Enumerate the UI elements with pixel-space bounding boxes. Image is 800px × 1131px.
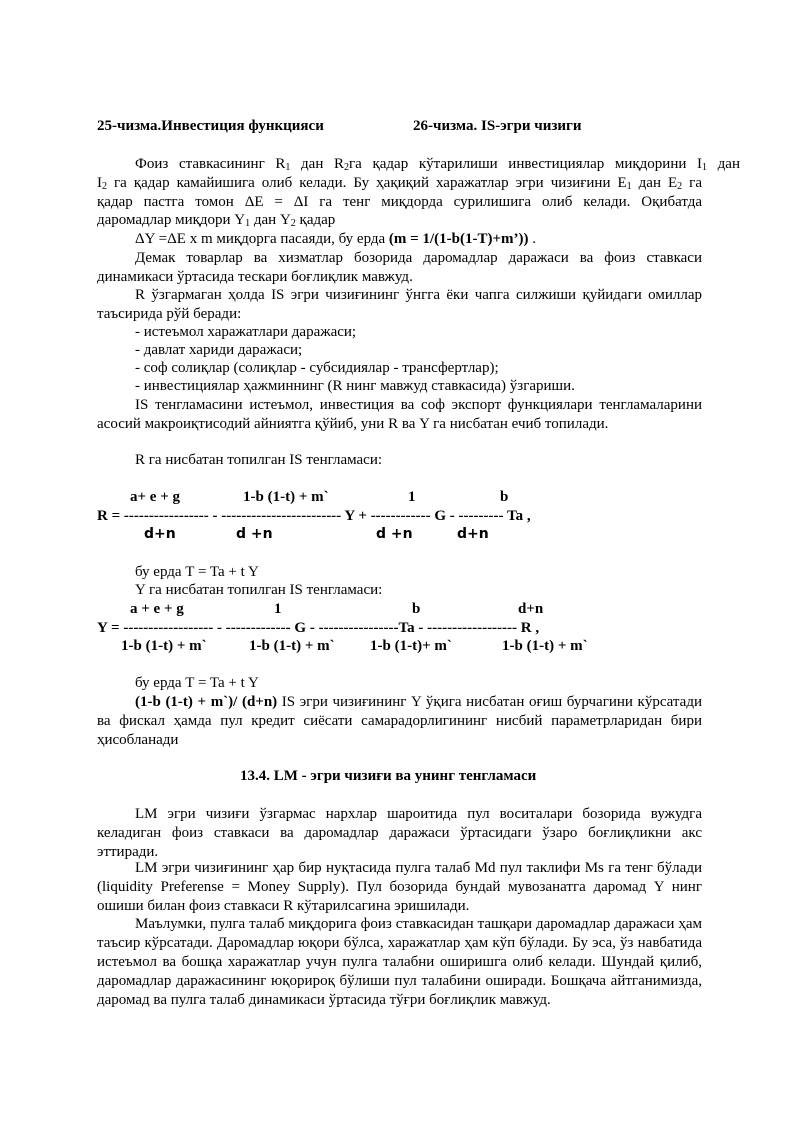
paragraph-1-line-4: даромадлар миқдори $Y_1$ дан $Y_2$ қадар <box>97 212 336 229</box>
eq2-denominator-3: 1-b (1-t)+ m` <box>370 638 452 654</box>
eq1-numerator-1: a+ e + g <box>130 489 181 505</box>
eq2-denominator-1: 1-b (1-t) + m` <box>121 638 207 654</box>
paragraph-is-derivation: IS тенгламасини истеъмол, инвестиция ва соф экспорт функциялари тенгламаларини асосий макроиқтисодий айниятга қўйиб, уни R ва Y га нисбатан ечиб топилади. <box>97 397 702 432</box>
eq2-numerator-1: a + e + g <box>130 601 184 617</box>
figure-25-caption: 25-чизма.Инвестиция функцияси <box>97 118 324 134</box>
eq1-denominator-3: d +n <box>376 526 413 542</box>
paragraph-lm-definition: LM эгри чизиғи ўзгармас нархлар шароитида пул воситалари бозорида вужудга келадиган фоиз ставкаси ва даромадлар даражаси ўртасидаги ўзаро боғлиқликни акс эттиради. <box>97 806 702 860</box>
eq2-denominator-4: 1-b (1-t) + m` <box>502 638 588 654</box>
paragraph-slope: (1-b (1-t) + m`)/ (d+n) IS эгри чизиғининг Y ўқига нисбатан оғиш бурчагини кўрсатади ва фискал ҳамда пул кредит сиёсати самарадорлигининг нисбий параметрларидан бири ҳисобланади <box>97 694 702 748</box>
eq2-numerator-4: d+n <box>518 601 544 617</box>
paragraph-lm-equilibrium: LM эгри чизиғининг ҳар бир нуқтасида пулга талаб Md пул таклифи Ms га тенг бўлади (liquidity Preferense = Money Supply). Пул бозорида бундай мувозанатга даромад Y нинг ошиши билан фоиз ставкаси R кўтарилсагина эришилади. <box>97 860 702 914</box>
multiplier-formula-line: ΔY =ΔE x m миқдорга пасаяди, бу ерда (m = 1/(1-b(1-T)+m’)) . <box>135 231 536 247</box>
paragraph-inverse-relation: Демак товарлар ва хизматлар бозорида даромадлар даражаси ва фоиз ставкаси динамикаси ўртасида тескари боғлиқлик мавжуд. <box>97 250 702 285</box>
section-title: 13.4. LM - эгри чизиғи ва унинг тенгламаси <box>240 768 537 784</box>
eq2-numerator-3: b <box>412 601 421 617</box>
is-equation-y: Y = ------------------ - ------------- G - ----------------Ta - ------------------ R , <box>97 620 540 636</box>
list-item: - соф солиқлар (солиқлар - субсидиялар - трансфертлар); <box>135 360 499 376</box>
eq1-denominator-1: d+n <box>144 526 176 542</box>
is-equation-y-heading: Y га нисбатан топилган IS тенгламаси: <box>135 582 383 598</box>
list-item: - истеъмол харажатлари даражаси; <box>135 324 357 340</box>
eq1-denominator-2: d +n <box>236 526 273 542</box>
is-equation-r: R = ----------------- - ------------------------ Y + ------------ G - --------- Ta , <box>97 508 531 524</box>
multiplier-formula: (m = 1/(1-b(1-T)+m’)) <box>388 231 529 247</box>
is-equation-r-heading: R га нисбатан топилган IS тенгламаси: <box>135 452 383 468</box>
eq1-numerator-2: 1-b (1-t) + m` <box>243 489 329 505</box>
paragraph-shift-factors: R ўзгармаган ҳолда IS эгри чизиғининг ўнгга ёки чапга силжиши қуйидаги омиллар таъсирида рўй беради: <box>97 287 702 322</box>
eq2-numerator-2: 1 <box>274 601 282 617</box>
list-item: - давлат хариди даражаси; <box>135 342 303 358</box>
where-clause-2: бу ерда T = Ta + t Y <box>135 675 259 691</box>
slope-formula: (1-b (1-t) + m`)/ (d+n) <box>135 694 278 710</box>
paragraph-1-line-2: $I_2$ га қадар камайишига олиб келади. Бу ҳақиқий харажатлар эгри чизиғини $E_1$ дан $E_2$ га <box>97 175 702 192</box>
eq1-numerator-3: 1 <box>408 489 416 505</box>
eq1-denominator-4: d+n <box>457 526 489 542</box>
list-item: - инвестициялар ҳажминнинг (R нинг мавжуд ставкасида) ўзгариши. <box>135 378 575 394</box>
paragraph-money-demand: Маълумки, пулга талаб миқдорига фоиз ставкасидан ташқари даромадлар даражаси ҳам таъсир кўрсатади. Даромадлар юқори бўлса, харажатлар ҳам кўп бўлади. Бу эса, ўз навбатида истеъмол ва бошқа харажатлар учун пулга талабни оширишга олиб келади. Шундай қилиб, даромадлар даражасининг юқорироқ бўлиши пул талабини оширади. Бошқача айтганимизда, даромад ва пулга талаб динамикаси ўртасида тўғри боғлиқлик мавжуд. <box>97 916 702 1008</box>
paragraph-1-line-3: қадар пастга томон ΔE = ΔI га тенг миқдорда сурилишига олиб келади. Оқибатда <box>97 194 702 210</box>
figure-26-caption: 26-чизма. IS-эгри чизиги <box>413 118 582 134</box>
paragraph-1-line-1: Фоиз ставкасининг $R_1$ дан $R_2га$ қадар кўтарилиши инвестициялар миқдорини $I_1$ дан <box>135 156 740 173</box>
eq1-numerator-4: b <box>500 489 509 505</box>
where-clause-1: бу ерда T = Ta + t Y <box>135 564 259 580</box>
eq2-denominator-2: 1-b (1-t) + m` <box>249 638 335 654</box>
